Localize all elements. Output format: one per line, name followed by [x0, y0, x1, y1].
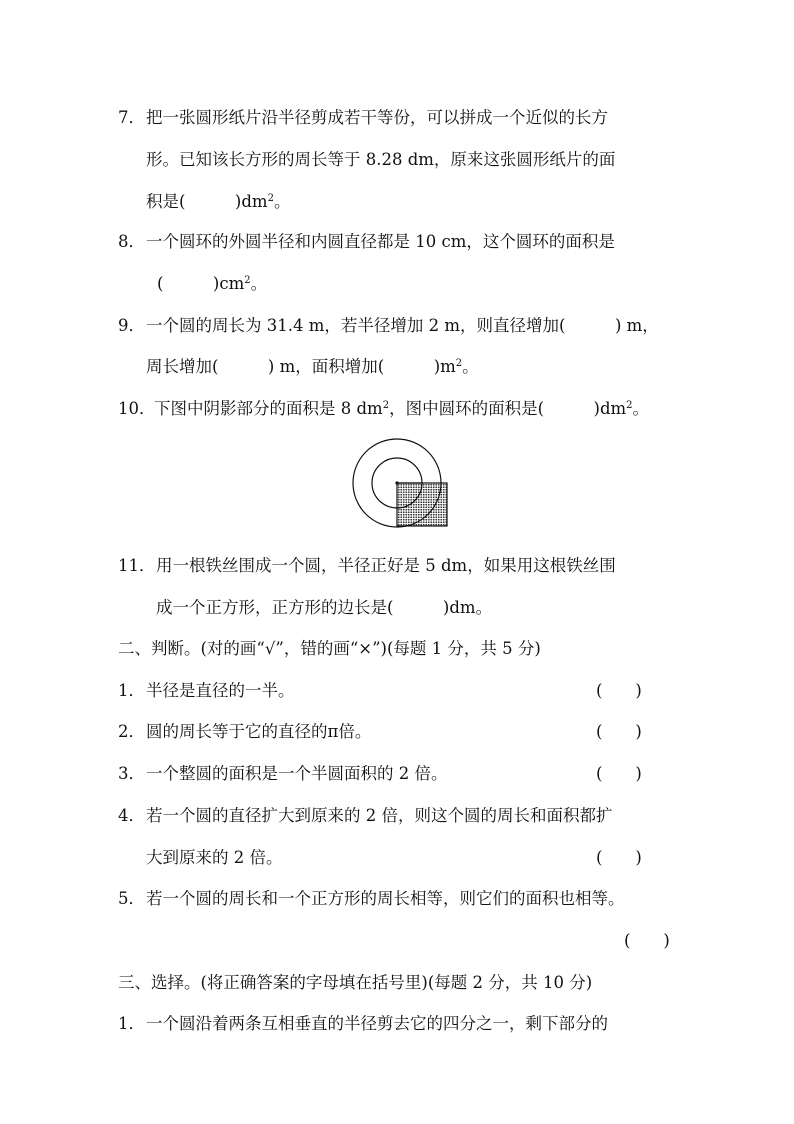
judge-1-bracket[interactable]: ( ) [596, 681, 642, 700]
q8-line-1: 一个圆环的外圆半径和内圆直径都是 10 cm，这个圆环的面积是 [146, 232, 615, 251]
q11-line-1: 用一根铁丝围成一个圆，半径正好是 5 dm，如果用这根铁丝围 [156, 556, 616, 575]
choice-1-text: 一个圆沿着两条互相垂直的半径剪去它的四分之一，剩下部分的 [146, 1014, 608, 1033]
q7-line-3-tail: 。 [273, 192, 291, 211]
ring-figure [350, 406, 450, 540]
q8-line-2-text: ( )cm [157, 274, 245, 293]
section-2-heading: 二、判断。(对的画“√”，错的画“×”)(每题 1 分，共 5 分) [118, 639, 541, 658]
q9-line-2-text: 周长增加( ) m，面积增加( )m [146, 357, 456, 376]
judge-5-bracket[interactable]: ( ) [624, 931, 670, 950]
center-dot [395, 481, 398, 484]
judge-5-number: 5． [118, 889, 145, 908]
choice-1-number: 1． [118, 1014, 145, 1033]
q8-line-2 [157, 274, 267, 294]
ring-diagram [350, 406, 450, 536]
q9-unit-exponent: 2 [455, 358, 463, 369]
q10-text-mid: ，图中圆环的面积是( )dm [389, 399, 627, 418]
judge-3-bracket[interactable]: ( ) [596, 764, 642, 783]
q8-number: 8． [118, 232, 145, 251]
judge-2-bracket[interactable]: ( ) [596, 722, 642, 741]
q7-unit-exponent: 2 [267, 193, 274, 204]
q7-line-2: 形。已知该长方形的周长等于 8.28 dm，原来这张圆形纸片的面 [146, 150, 616, 169]
q9-number: 9． [118, 316, 145, 335]
judge-4-bracket[interactable]: ( ) [596, 848, 642, 867]
judge-4-number: 4． [118, 806, 145, 825]
q11-line-2: 成一个正方形，正方形的边长是( )dm。 [156, 598, 493, 617]
judge-1-text: 半径是直径的一半。 [146, 681, 295, 700]
judge-1-number: 1． [118, 681, 145, 700]
q10-number: 10． [118, 399, 156, 418]
judge-4-text-1: 若一个圆的直径扩大到原来的 2 倍，则这个圆的周长和面积都扩 [146, 806, 613, 825]
q10-text: 下图中阴影部分的面积是 8 dm [154, 399, 383, 418]
section-3-heading: 三、选择。(将正确答案的字母填在括号里)(每题 2 分，共 10 分) [118, 973, 593, 992]
q10-tail: 。 [632, 399, 650, 418]
q9-line-2-tail: 。 [462, 357, 479, 376]
q7-number: 7． [118, 108, 145, 127]
q8-line-2-tail: 。 [250, 274, 268, 293]
judge-2-number: 2． [118, 722, 145, 741]
q8-unit-exponent: 2 [244, 275, 251, 286]
q7-line-1: 把一张圆形纸片沿半径剪成若干等份，可以拼成一个近似的长方 [146, 108, 608, 127]
q10-exponent-2: 2 [626, 400, 633, 411]
judge-3-text: 一个整圆的面积是一个半圆面积的 2 倍。 [146, 764, 448, 783]
q7-line-3 [146, 192, 290, 212]
judge-5-text: 若一个圆的周长和一个正方形的周长相等，则它们的面积也相等。 [146, 889, 625, 908]
judge-4-text-2: 大到原来的 2 倍。 [146, 848, 283, 867]
q11-number: 11． [118, 556, 156, 575]
q10-exponent-1: 2 [382, 400, 390, 411]
judge-2-text: 圆的周长等于它的直径的π倍。 [146, 722, 372, 741]
q9-line-1: 一个圆的周长为 31.4 m，若半径增加 2 m，则直径增加( ) m， [146, 316, 659, 335]
q7-line-3-text: 积是( )dm [146, 192, 268, 211]
q9-line-2 [146, 357, 479, 377]
judge-3-number: 3． [118, 764, 145, 783]
